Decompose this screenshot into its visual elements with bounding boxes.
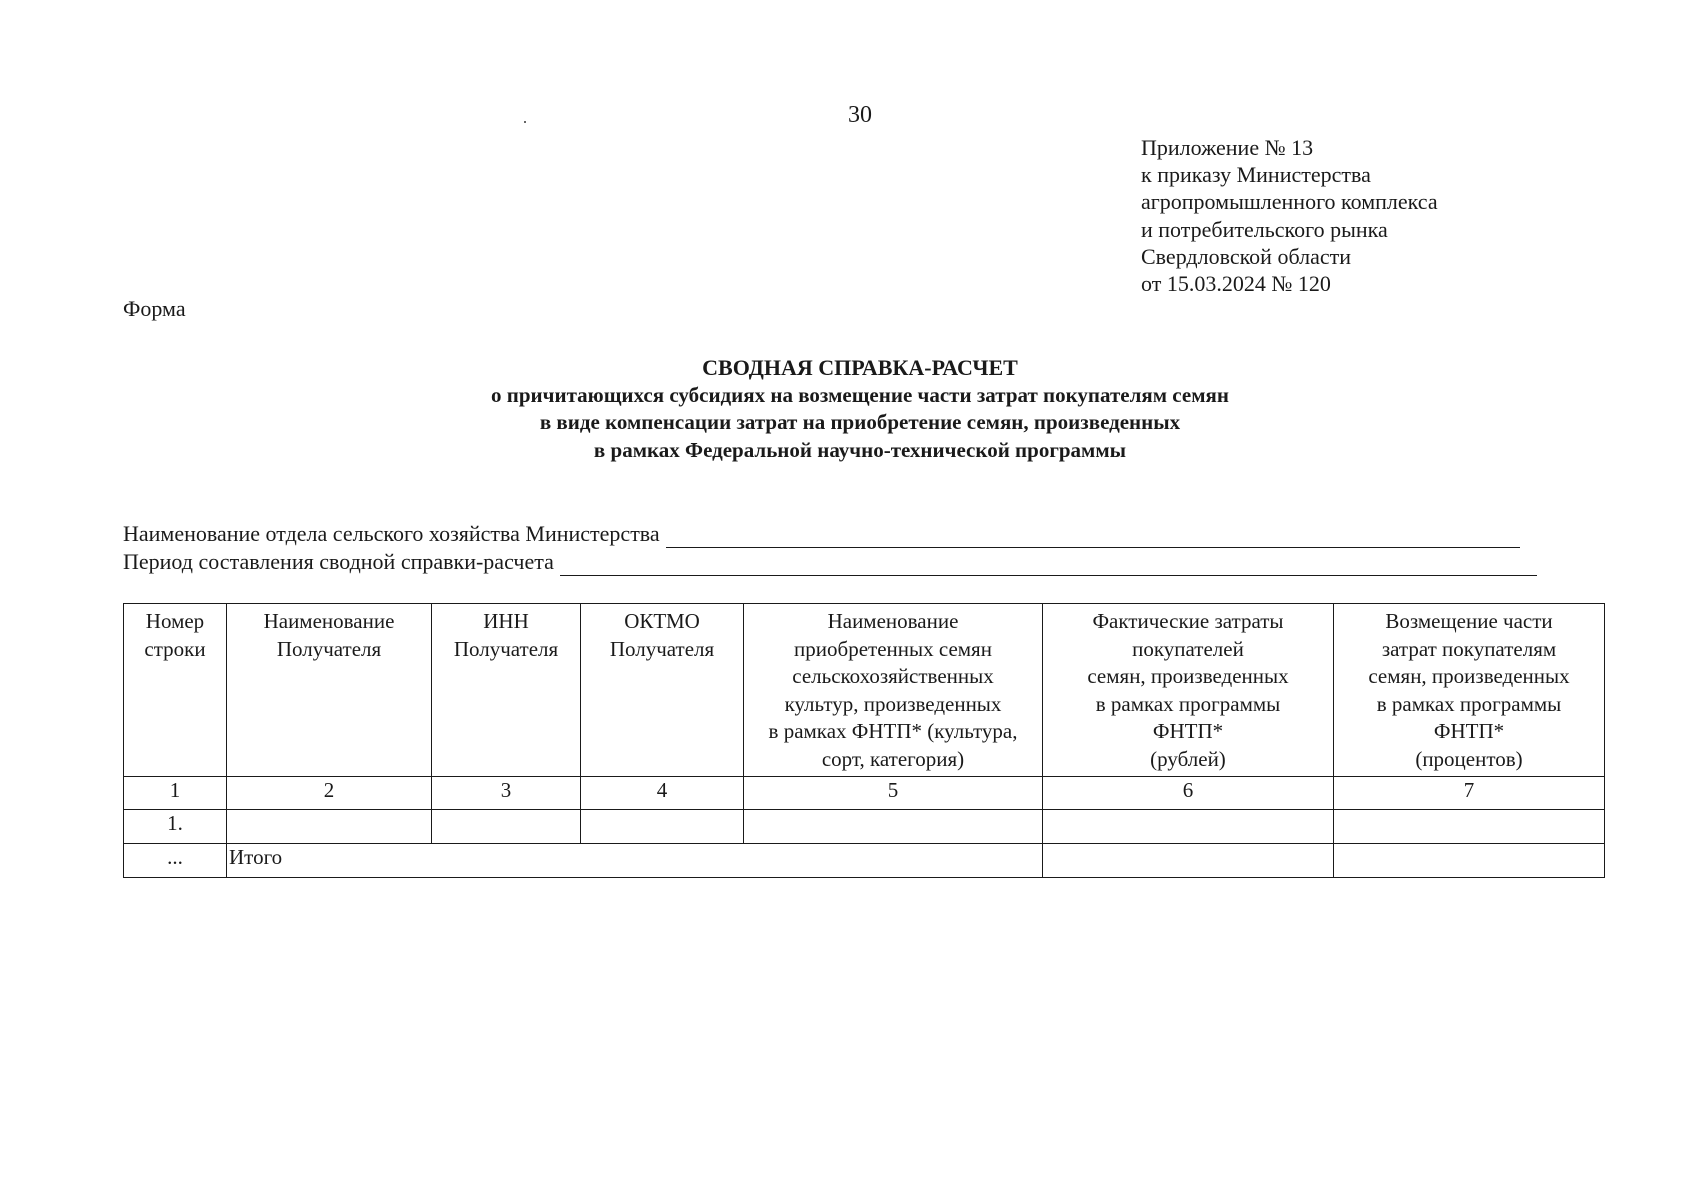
page-number: 30	[848, 102, 872, 128]
column-number: 3	[432, 777, 581, 810]
title-line: в виде компенсации затрат на приобретение семян, произведенных	[539, 410, 1181, 435]
empty-cell[interactable]	[227, 810, 432, 844]
empty-cell[interactable]	[1334, 844, 1605, 878]
period-field	[123, 548, 1537, 576]
header-cell: Наименование приобретенных семян сельскохозяйственных культур, произведенных в рамках ФНТП* (культура, сорт, категория)	[744, 604, 1043, 777]
column-number: 4	[581, 777, 744, 810]
table-header-row	[124, 604, 1605, 777]
appendix-block	[1141, 134, 1438, 297]
appendix-line: к приказу Министерства	[1141, 162, 1371, 188]
title-line: в рамках Федеральной научно-технической программы	[593, 437, 1127, 462]
header-cell: Номер строки	[124, 604, 227, 777]
column-number: 5	[744, 777, 1043, 810]
appendix-line: и потребительского рынка	[1141, 216, 1388, 242]
form-label: Форма	[123, 296, 186, 321]
empty-cell[interactable]	[744, 810, 1043, 844]
title-line: о причитающихся субсидиях на возмещение части затрат покупателям семян	[491, 382, 1229, 407]
row-number: 1.	[124, 810, 227, 844]
empty-cell[interactable]	[432, 810, 581, 844]
empty-cell[interactable]	[1043, 844, 1334, 878]
appendix-line: от 15.03.2024 № 120	[1141, 271, 1331, 297]
empty-cell[interactable]	[1043, 810, 1334, 844]
empty-cell[interactable]	[1334, 810, 1605, 844]
column-number: 6	[1043, 777, 1334, 810]
column-number: 2	[227, 777, 432, 810]
appendix-line: агропромышленного комплекса	[1141, 189, 1438, 215]
department-field	[123, 520, 1537, 548]
empty-cell[interactable]	[581, 810, 744, 844]
total-label: Итого	[227, 844, 1043, 878]
column-number-row	[124, 777, 1605, 810]
column-number: 7	[1334, 777, 1605, 810]
column-number: 1	[124, 777, 227, 810]
title-main: СВОДНАЯ СПРАВКА-РАСЧЕТ	[702, 355, 1018, 380]
appendix-line: Приложение № 13	[1141, 135, 1314, 160]
header-cell: Фактические затраты покупателей семян, произведенных в рамках программы ФНТП* (рублей)	[1043, 604, 1334, 777]
department-fill-line[interactable]	[666, 527, 1520, 548]
period-label: Период составления сводной справки-расчета	[123, 549, 554, 574]
header-cell: Наименование Получателя	[227, 604, 432, 777]
table-row	[124, 810, 1605, 844]
total-row	[124, 844, 1605, 878]
document-title	[0, 354, 1697, 464]
department-label: Наименование отдела сельского хозяйства Министерства	[123, 521, 660, 546]
header-cell: Возмещение части затрат покупателям семян, произведенных в рамках программы ФНТП* (процентов)	[1334, 604, 1605, 777]
header-cell: ОКТМО Получателя	[581, 604, 744, 777]
form-fields	[123, 520, 1537, 576]
calculation-table	[123, 603, 1605, 878]
appendix-line: Свердловской области	[1141, 243, 1351, 269]
row-number: ...	[124, 844, 227, 878]
header-cell: ИНН Получателя	[432, 604, 581, 777]
period-fill-line[interactable]	[560, 555, 1537, 576]
